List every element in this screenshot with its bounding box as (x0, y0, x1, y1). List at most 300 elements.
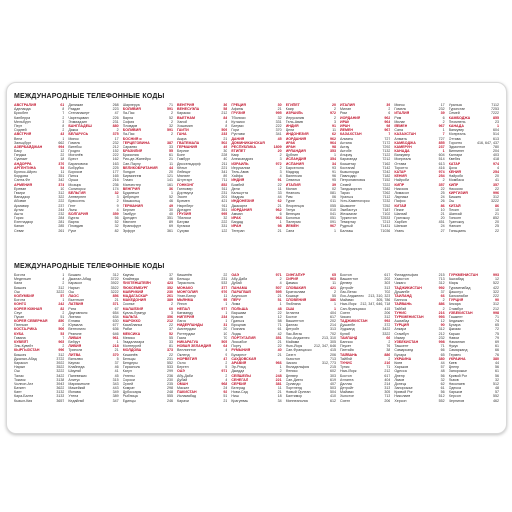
city-name: Асунсьон (231, 293, 247, 298)
city-name: Шанхай (394, 211, 408, 216)
dial-code: 20 (494, 174, 499, 179)
dial-code: 713 (384, 394, 391, 399)
dial-code: 7292 (382, 144, 391, 149)
city-name: Елгава (68, 319, 80, 324)
dial-code: 254 (492, 170, 499, 174)
city-name: Кутаиси (231, 119, 245, 124)
city-name: Дамаск (285, 281, 298, 286)
city-name: Даугавпилс (68, 310, 88, 315)
city-name: Сидней (14, 128, 27, 133)
city-name: Каракол (68, 281, 83, 286)
city-name: Баку (14, 149, 22, 154)
city-name: Джизак (448, 327, 461, 332)
city-name: Пхукет (339, 344, 352, 349)
city-name: Каир (231, 153, 240, 158)
dial-code: 65 (494, 323, 499, 328)
city-name: Эдмонтон (448, 144, 466, 149)
city-name: Сиэтл (339, 310, 351, 315)
city-name: Туркестан (339, 216, 357, 221)
city-name: Утена (68, 394, 79, 399)
country-name: ПАКИСТАН (176, 390, 197, 395)
city-name: Торонто (394, 165, 408, 170)
dial-code: 21 (277, 228, 282, 233)
country-name: ИРАН (285, 144, 296, 149)
city-name: Степанакерт (68, 111, 90, 116)
dial-code: 886 (438, 302, 445, 307)
dial-code: 39 (440, 111, 445, 116)
dial-code: 79 (494, 335, 499, 340)
dial-code: 533 (221, 281, 228, 286)
city-name: Дилижан (68, 103, 84, 107)
dial-code: 281 (58, 220, 65, 225)
city-name: Бомбей (231, 182, 245, 187)
dial-code: 1 (225, 302, 228, 307)
dial-code: 98 (277, 224, 282, 229)
city-name: Палермо (285, 220, 301, 225)
city-name: Орша (68, 178, 79, 183)
city-name: Иерусалим (285, 115, 305, 120)
country-name: ДАНИЯ (231, 136, 245, 141)
city-name: Канберра (14, 115, 31, 120)
city-name: Ханой (176, 119, 188, 124)
city-name: Сеул (14, 310, 23, 315)
dial-code: 122 (221, 228, 228, 233)
dial-code: 96 (331, 174, 336, 179)
city-name: Харьков (448, 390, 463, 395)
country-name: ТАДЖИКИСТАН (394, 285, 422, 290)
city-name: Жезказган (339, 211, 358, 216)
city-name: Улан-Батор (176, 293, 197, 298)
dial-code: 8 (62, 107, 65, 112)
dial-code: 962 (384, 115, 391, 120)
city-name: Гомель (68, 140, 81, 145)
dial-code: 081 (329, 190, 336, 195)
city-name: Артик (14, 207, 24, 212)
dial-code: 21 (494, 211, 499, 216)
dial-code: 343 (112, 381, 119, 386)
country-name: ОАЭ (176, 369, 185, 374)
city-name: Талдыкорган (339, 186, 362, 191)
codes-grid (14, 103, 499, 233)
city-name: Раздан (68, 107, 81, 112)
dial-code: 380 (492, 356, 499, 361)
dial-code: 7162 (382, 161, 391, 166)
country-name: ТАДЖИКИСТАН (339, 319, 368, 324)
country-name: МАЛАЙЗИЯ (122, 306, 144, 311)
dial-code: 7187 (382, 207, 391, 212)
city-name: Янгон (176, 302, 187, 307)
dial-code: 964 (275, 216, 282, 221)
city-name: Бухара (394, 352, 407, 357)
dial-code: 421 (329, 285, 336, 290)
country-name: АРГЕНТИНА (14, 165, 36, 170)
city-name: Аделаида (14, 107, 31, 112)
country-name: КЕНИЯ (394, 174, 407, 179)
city-row (286, 399, 336, 403)
city-name: Шанхай (448, 211, 462, 216)
dial-code: 996 (58, 348, 65, 353)
city-name: Лас-Вегас (339, 289, 357, 294)
dial-code: 7142 (382, 165, 391, 170)
country-name: АЗЕРБАЙДЖАН (14, 144, 43, 149)
city-name: Милан (339, 107, 352, 112)
dial-code: 22 (168, 323, 173, 328)
city-name: Исламабад (176, 394, 197, 399)
city-name: Санта-Фе (14, 178, 31, 183)
city-name: Тайбэй (394, 306, 407, 311)
dial-code: 347 (112, 398, 119, 403)
dial-code: 215 (329, 365, 336, 370)
city-name: Сана (285, 228, 295, 233)
dial-code: 312 (112, 273, 119, 277)
city-name: Бремен (176, 199, 190, 204)
dial-code: 32 (114, 190, 119, 195)
dial-code: 233 (221, 132, 228, 137)
country-name: ЛИХТЕНШТЕЙН (122, 281, 151, 286)
dial-code: 522 (492, 281, 499, 286)
dial-code: 349 (112, 390, 119, 395)
city-name: Милан (394, 119, 406, 124)
dial-code: 351 (58, 174, 65, 179)
dial-code: 961 (112, 335, 119, 340)
city-name: Ниш (231, 394, 239, 399)
city-name: Мажейкяй (68, 386, 86, 391)
city-name: Скопье (122, 302, 135, 307)
dial-code: 202 (384, 277, 391, 282)
country-name: ГРУЗИЯ (176, 211, 192, 216)
dial-code: 21 (277, 107, 282, 112)
dial-code: 7282 (382, 186, 391, 191)
dial-code: 202 (329, 319, 336, 324)
city-name: Гори (231, 128, 240, 133)
country-name: БОЛИВИЯ (122, 107, 141, 112)
city-name: Бостон (285, 314, 298, 319)
dial-code: 61 (440, 386, 445, 391)
city-name: Ехегнадзор (14, 220, 34, 225)
city-name: Торонто (448, 140, 463, 145)
dial-code: 404 (384, 377, 391, 382)
country-name: МЬЯНМА (176, 298, 194, 303)
city-name: Кагул (122, 369, 132, 374)
country-name: МАЛЬТА (122, 314, 138, 319)
city-name: Дрезден (122, 216, 137, 221)
dial-code: 65 (331, 273, 336, 277)
dial-code: 201 (221, 195, 228, 200)
dial-code: 17 (114, 136, 119, 141)
dial-code: 95 (223, 298, 228, 303)
dial-code: 26 (440, 199, 445, 204)
city-name: Барселона (285, 165, 304, 170)
city-name: Аккра (176, 136, 187, 141)
dial-code: 602 (329, 369, 336, 374)
city-name: Чаренцаван (68, 115, 89, 120)
dial-code: 971 (221, 369, 228, 374)
dial-code: 71 (168, 103, 173, 107)
dial-code: 71036 (380, 228, 391, 233)
dial-code: 387 (166, 140, 173, 145)
dial-code: 261 (166, 293, 173, 298)
city-name: Берлин (122, 207, 135, 212)
city-name: Бейрут (68, 340, 81, 344)
dial-code: 89 (168, 220, 173, 225)
city-name: Бразилиа (122, 153, 139, 158)
city-name: Джидда (231, 369, 245, 374)
city-name: Никосия (448, 186, 463, 191)
dial-code: 041 (329, 211, 336, 216)
dial-code: 66 (494, 348, 499, 353)
city-name: Новый Орлеан (285, 390, 311, 395)
city-name: Джалал-Абад (68, 277, 92, 282)
dial-code: 12 (277, 314, 282, 319)
dial-code: 617 (384, 373, 391, 378)
dial-code: 204 (492, 149, 499, 154)
dial-code: 617 (329, 314, 336, 319)
city-name: Монтеррей (122, 344, 142, 349)
city-name: Виннипег (448, 149, 465, 154)
dial-code: 4 (225, 348, 228, 353)
dial-code: 377 (221, 285, 228, 290)
city-name: Клайпеда (68, 365, 85, 370)
city-name: Хошимин (176, 123, 193, 128)
dial-code: 552 (492, 394, 499, 399)
country-name: РЕСПУБЛИКА (231, 144, 256, 149)
city-name: Варна (122, 115, 134, 120)
dial-code: 161 (166, 182, 173, 187)
city-row (231, 399, 281, 403)
country-name: НОВАЯ ЗЕЛАНДИЯ (176, 344, 212, 349)
city-name: Триполи (68, 348, 83, 353)
dial-code: 11 (332, 281, 336, 286)
dial-code: 212 (166, 319, 173, 324)
dial-code: 507 (275, 285, 282, 290)
country-name: ГАИТИ (176, 128, 189, 133)
city-name: Павлодар (339, 174, 357, 179)
city-name: Одесса (394, 369, 407, 374)
city-name: Запорожье (394, 386, 413, 391)
city-name: Гюмри (14, 190, 25, 195)
dial-code: 58 (223, 107, 228, 112)
city-name: Амстердам (176, 327, 196, 332)
city-name: Рим (339, 111, 347, 116)
dial-code: 2 (333, 289, 336, 294)
dial-code: 212, 347, 646 (314, 344, 336, 349)
city-name: Чикаго (394, 281, 406, 286)
city-name: Бельцы (122, 356, 136, 361)
dial-code: 8 (225, 123, 228, 128)
dial-code: 3522 (56, 365, 65, 370)
city-name: Самарканд (448, 348, 468, 353)
dial-code: 2 (442, 298, 445, 303)
dial-code: 93 (331, 165, 336, 170)
dial-code: 206 (329, 352, 336, 357)
city-name: Сиэтл (339, 398, 351, 403)
dial-code: 2 (388, 340, 391, 344)
dial-code: 389 (112, 394, 119, 399)
dial-code: 21 (277, 390, 282, 395)
dial-code: 51 (60, 314, 65, 319)
country-name: ГРУЗИЯ (231, 111, 246, 116)
city-name: Стамбул (394, 331, 409, 336)
city-name: Мары (448, 281, 459, 286)
dial-code: 7253 (490, 107, 499, 112)
dial-code: 303 (384, 281, 391, 286)
country-name: ИНДОНЕЗИЯ (231, 199, 255, 204)
dial-code: 62 (440, 381, 445, 386)
country-name: ЙЕМЕН (285, 224, 299, 229)
dial-code: 357 (492, 182, 499, 187)
dial-code: 312 (58, 352, 65, 357)
dial-code: 416 (438, 165, 445, 170)
city-name: Стамбул (448, 306, 464, 311)
dial-code: 244 (58, 207, 65, 212)
dial-code: 998 (438, 340, 445, 344)
city-name: Кызыл-Кия (14, 398, 33, 403)
city-name: Карши (448, 331, 460, 336)
dial-code: 56 (494, 373, 499, 378)
country-name: ИТАЛИЯ (339, 103, 355, 107)
dial-code: 22 (494, 228, 499, 233)
dial-code: 634 (112, 314, 119, 319)
city-name: Туркменабад (448, 285, 471, 290)
dial-code: 49 (223, 144, 228, 149)
dial-code: 10 (60, 186, 65, 191)
dial-code: 22 (277, 344, 282, 349)
city-name: Харбин (394, 220, 407, 225)
dial-code: 3132 (56, 390, 65, 395)
country-name: ИРЛАНДИЯ (285, 149, 306, 154)
dial-code: 3657 (56, 398, 65, 403)
dial-code: 30 (223, 149, 228, 154)
dial-code: 56 (114, 216, 119, 221)
dial-code: 555 (166, 394, 173, 399)
city-name: Найроби (448, 174, 464, 179)
city-name: Батуми (176, 220, 190, 225)
dial-code: 222 (58, 199, 65, 204)
country-name: КОРЕЯ СЕВЕРНАЯ (14, 319, 48, 324)
codes-column (231, 273, 281, 403)
dial-code: 62 (331, 132, 336, 137)
dial-code: 53 (60, 331, 65, 336)
city-name: Минск (68, 136, 79, 141)
country-name: НИДЕРЛАНДЫ (176, 323, 204, 328)
country-name: КАТАР (394, 170, 406, 174)
dial-code: 7 (388, 132, 391, 137)
city-name: Рустави (231, 132, 245, 137)
country-name: КАТАР (448, 161, 461, 166)
dial-code: 230 (166, 289, 173, 294)
country-name: ГЕРЦЕГОВИНА (122, 140, 150, 145)
city-name: Майами (339, 390, 354, 395)
dial-code: 236 (112, 182, 119, 187)
dial-code: 322 (492, 289, 499, 294)
dial-code: 21 (440, 211, 445, 216)
city-name: Мюнхен (122, 220, 137, 225)
city-name: Эль-Кувейт (14, 344, 34, 349)
city-name: Херсон (448, 394, 461, 399)
country-name: ТАИЛАНД (339, 335, 358, 340)
dial-code: 268 (112, 103, 119, 107)
city-name: Маскат (176, 386, 190, 391)
city-name: Хьюстон (339, 394, 355, 399)
dial-code: 20 (440, 216, 445, 221)
city-name: Ташкент (448, 314, 463, 319)
dial-code: 996 (492, 190, 499, 195)
city-name: Абу-Даби (176, 373, 193, 378)
city-name: Борисов (68, 170, 83, 174)
country-name: КАМБОДЖА (394, 140, 416, 145)
country-name: МОНАКО (176, 285, 193, 290)
city-name: Мехико (122, 335, 136, 340)
dial-code: 4 (279, 174, 282, 179)
dial-code: 091 (329, 220, 336, 225)
city-name: Кедайняй (68, 398, 85, 403)
city-name: Ташкент (394, 344, 409, 349)
city-name: Йонава (68, 390, 81, 395)
dial-code: 654 (112, 310, 119, 315)
city-name: Донецк (394, 381, 407, 386)
city-name: Херсон (394, 398, 407, 403)
dial-code: 22 (277, 310, 282, 315)
country-name: СЕНЕГАЛ (231, 377, 249, 382)
country-name: КИПР (394, 182, 405, 187)
dial-code: 415 (329, 348, 336, 353)
city-name: Милан (285, 186, 297, 191)
city-name: Бургас (68, 216, 80, 221)
city-name: Никосия (394, 186, 409, 191)
city-name: Медельин (14, 277, 31, 282)
dial-code: 1 (62, 298, 65, 303)
country-name: ВЬЕТНАМ (176, 115, 195, 120)
dial-code: 89 (223, 174, 228, 179)
dial-code: 312 (438, 327, 445, 332)
city-name: Комрат (122, 386, 135, 391)
dial-code: 502 (221, 140, 228, 145)
dial-code: 552 (438, 398, 445, 403)
city-name: Душанбе (394, 289, 410, 294)
city-name: Сороки (122, 377, 135, 382)
city-name: Мариямполе (68, 381, 90, 386)
city-name: Талас (14, 373, 24, 378)
city-name: Харьков (394, 365, 409, 370)
dial-code: 380 (438, 356, 445, 361)
city-name: Токмок (14, 377, 26, 382)
dial-code: 967 (384, 128, 391, 133)
dial-code: 39 (386, 103, 391, 107)
city-name: Наманган (448, 340, 465, 344)
dial-code: 371 (112, 302, 119, 307)
dial-code: 1 (62, 136, 65, 141)
dial-code: 214 (384, 381, 391, 386)
city-name: Атланта (339, 377, 354, 382)
dial-code: 38 (386, 348, 391, 353)
dial-code: 7242 (382, 170, 391, 174)
dial-code: 1809 (273, 144, 282, 149)
dial-code: 354 (329, 157, 336, 162)
dial-code: 2 (279, 153, 282, 158)
city-name: Ашта (14, 211, 23, 216)
city-name: Уральск (339, 195, 354, 200)
dial-code: 285 (58, 224, 65, 229)
country-name: КУБА (14, 331, 24, 336)
dial-code: 39 (331, 182, 336, 187)
city-name: Львов (448, 377, 459, 382)
city-name: Тель-Авив (231, 170, 249, 174)
dial-code: 505 (221, 340, 228, 344)
dial-code: 3322 (382, 331, 391, 336)
city-name: Карачи (176, 398, 189, 403)
city-name: Нью-Йорк (339, 369, 357, 374)
country-name: КИТАЙ (394, 203, 407, 208)
